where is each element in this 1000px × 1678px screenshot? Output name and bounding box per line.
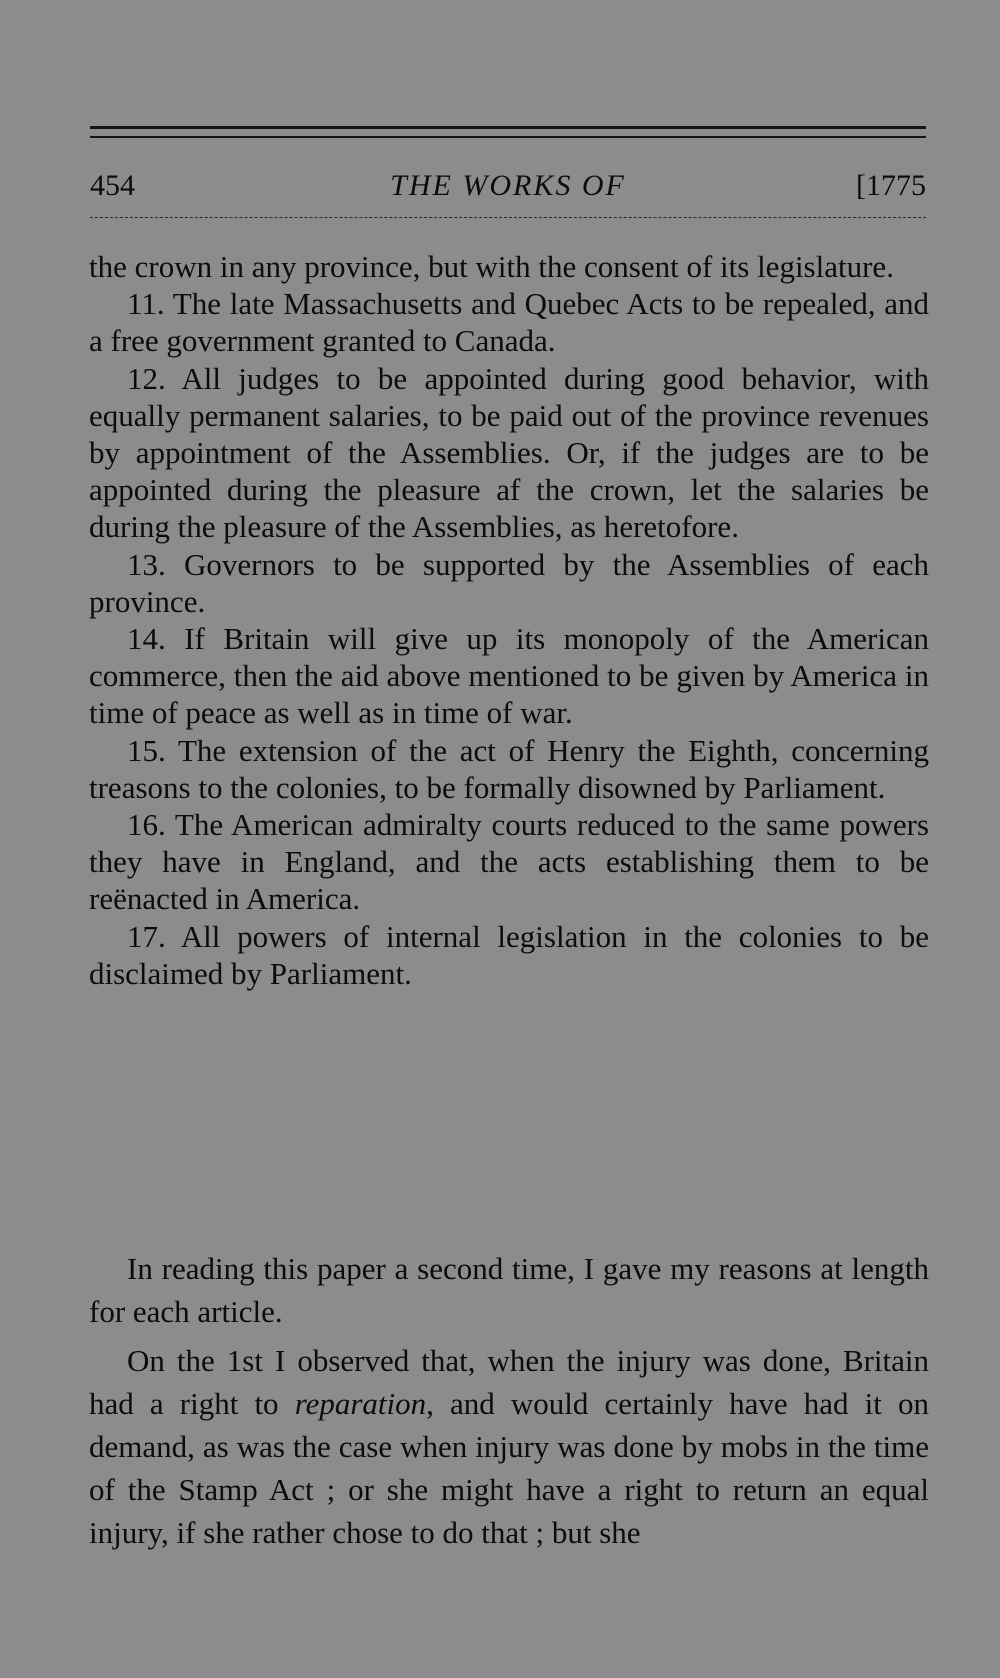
article-15: 15. The extension of the act of Henry the Eighth, concerning treasons to the colonies, to be formally disowned by Parliament. (89, 732, 929, 805)
prose-p2-italic: reparation (294, 1386, 427, 1421)
article-11: 11. The late Massachusetts and Quebec Acts to be repealed, and a free government granted to Canada. (89, 286, 929, 359)
article-12: 12. All judges to be appointed during good behavior, with equally permanent salaries, to be paid out of the province revenues by appointment of the Assemblies. Or, if the judges are to be appointed during the pleasure af the crown, let the salaries be during the pleasure of the Assemblies, as heretofore. (89, 360, 929, 545)
prose-p2-before: On the 1st I observed that, when the injury was done, Britain had a right to (89, 1343, 929, 1421)
running-title: THE WORKS OF (390, 169, 626, 202)
prose-paragraph-1: In reading this paper a second time, I gave my reasons at length for each article. (89, 1251, 929, 1329)
header-rule-thick (90, 126, 926, 129)
article-16: 16. The American admiralty courts reduced to the same powers they have in England, and the acts establishing them to be reënacted in America. (89, 807, 929, 917)
article-continuation: the crown in any province, but with the consent of its legislature. (89, 249, 894, 284)
article-17: 17. All powers of internal legislation in the colonies to be disclaimed by Parliament. (89, 918, 929, 991)
article-13: 13. Governors to be supported by the Assemblies of each province. (89, 546, 929, 619)
header-underline (90, 217, 926, 218)
article-list (89, 248, 929, 992)
header-rule-thin (90, 136, 926, 138)
prose-p2-after: , and would certainly have had it on demand, as was the case when injury was done by mobs in the time of the Stamp Act ; or she might have a right to return an equal injury, if she rather chose to do that ; but she (89, 1386, 929, 1550)
running-head (90, 166, 926, 206)
running-year: [1775 (856, 169, 926, 202)
page-number: 454 (90, 169, 135, 202)
prose-section (89, 1247, 929, 1554)
article-14: 14. If Britain will give up its monopoly of the American commerce, then the aid above mentioned to be given by America in time of peace as well as in time of war. (89, 621, 929, 731)
prose-paragraph-2 (89, 1339, 929, 1554)
